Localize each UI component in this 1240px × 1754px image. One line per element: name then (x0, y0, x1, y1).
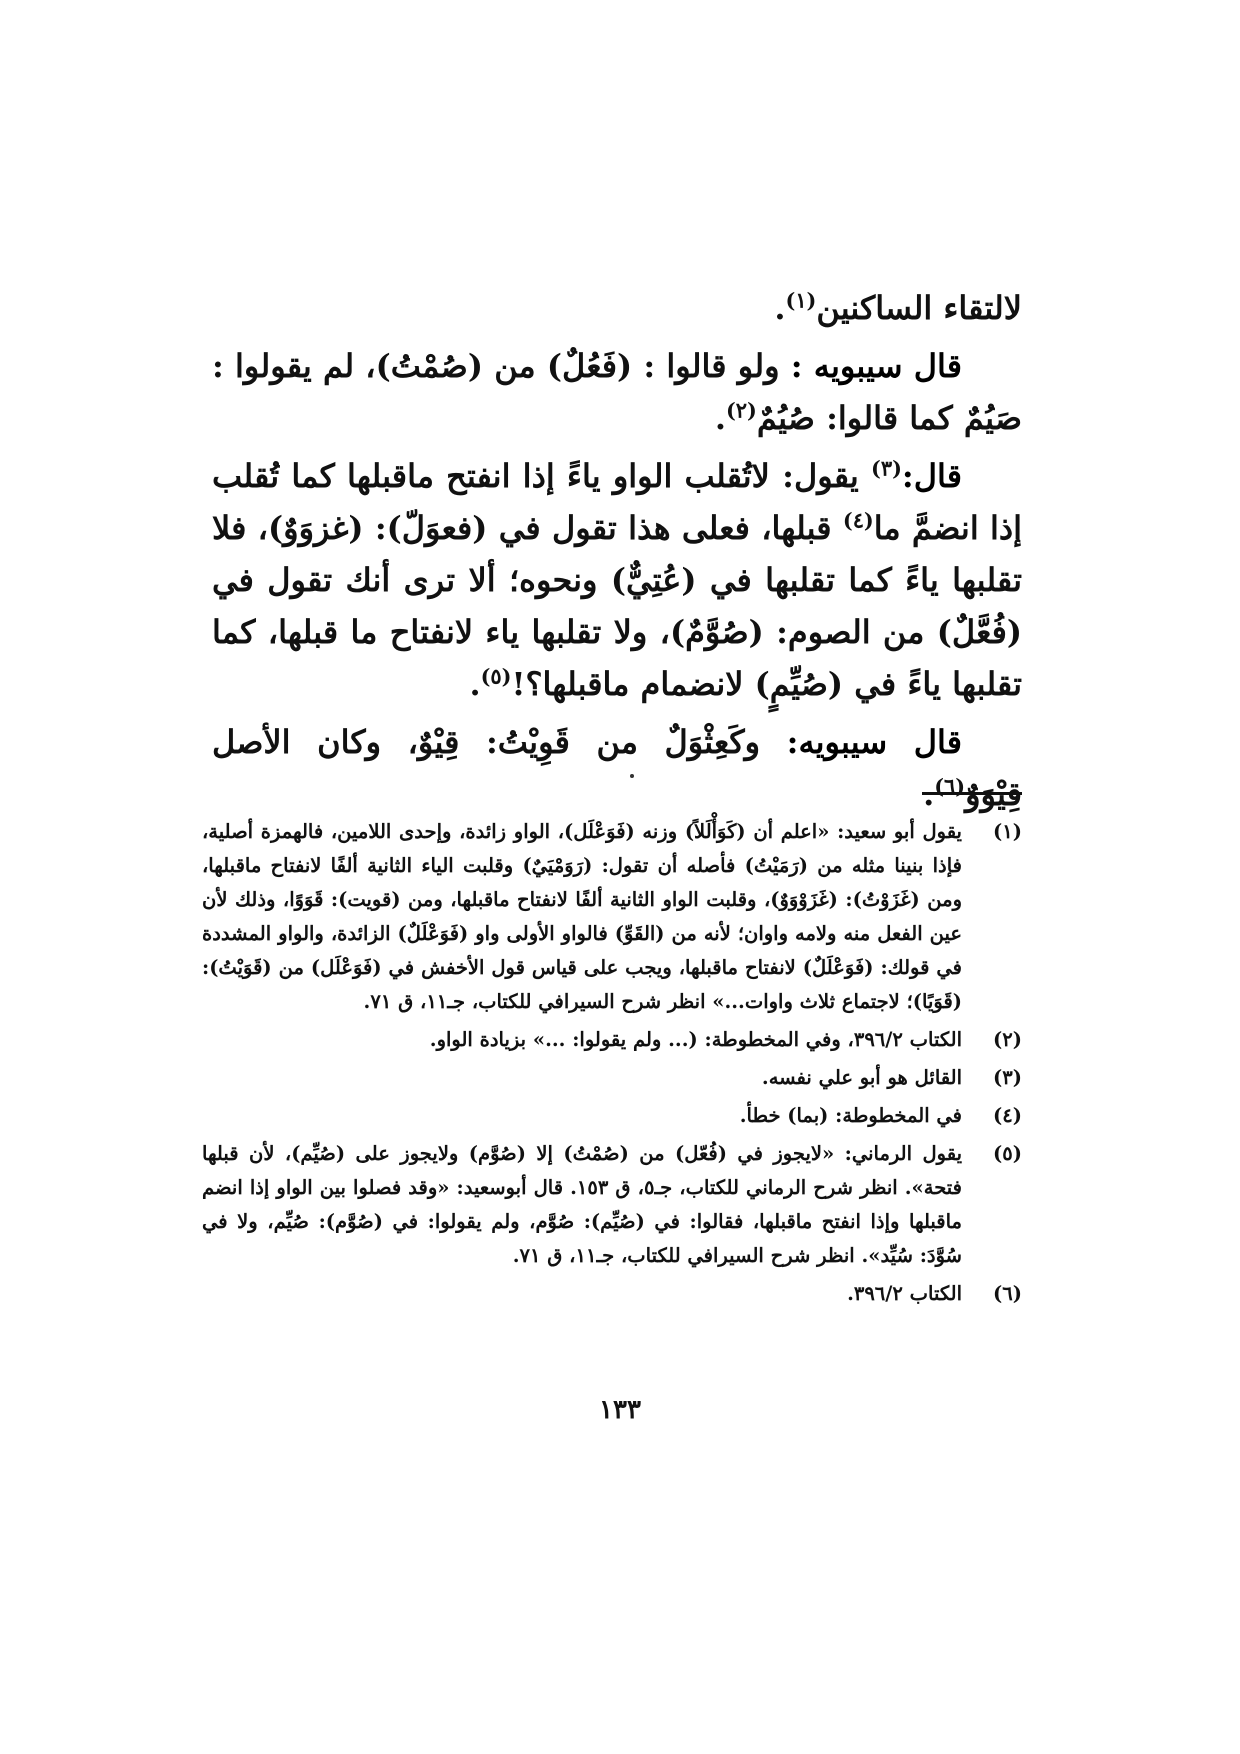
main-text (212, 282, 1022, 826)
footnote-ref-1: (١) (785, 287, 817, 313)
paragraph-3: قال:$^{(٣)}$ يقول: لاتُقلب الواو ياءً إذا انفتح ماقبلها كما تُقلب إذا انضمَّ ما$^{(٤)}$ قبلها، فعلى هذا تقول في (فعوَلّ): (غزوَوٌ)، فلا تقلبها ياءً كما تقلبها في (عُتِيٌّ) ونحوه؛ ألا ترى أنك تقول في (فُعَّلٌ) من الصوم: (صُوَّمٌ)، ولا تقلبها ياء لانفتاح ما قبلها، كما تقلبها ياءً في (صُيِّمٍ) لانضمام ماقبلها؟!$^{(٥)}$. (212, 455, 1023, 703)
footnote-number: (١) (993, 820, 1022, 843)
footnote-separator (922, 792, 1022, 795)
footnote-text: يقول أبو سعيد: «اعلم أن (كَوَأْلَلاً) وزنه (فَوَعْلَل)، الواو زائدة، وإحدى اللامين، فالهمزة أصلية، فإذا بنينا مثله من (رَمَيْتُ) فأصله أن تقول: (رَوَمْيَيٌ) وقلبت الياء الثانية ألفًا لانفتاح ماقبلها، ومن (غَزَوْتُ): (غَزَوْوَوٌ)، وقلبت الواو الثانية ألفًا لانفتاح ماقبلها، ومن (قويت): قَوَوًا، وذلك لأن عين الفعل منه ولامه واوان؛ لأنه من (القَوِّ) فالواو الأولى واو (فَوَعْلَلٌ) الزائدة، والواو المشددة في قولك: (فَوَعْلَلٌ) لانفتاح ماقبلها، ويجب على قياس قول الأخفش في (فَوَعْلَل) من (قَوَيْتُ): (قَوَيًا)؛ لاجتماع ثلاث واوات...» انظر شرح السيرافي للكتاب، جـ١١، ق ٧١. (202, 820, 962, 1013)
footnote-ref-4: (٤) (842, 507, 874, 533)
footnote-ref-5: (٥) (480, 663, 512, 689)
footnote-number: (٢) (993, 1028, 1022, 1051)
footnote-ref-2: (٢) (725, 397, 757, 423)
footnote-item (202, 1023, 1022, 1057)
speaker-label: قال سيبويه : (790, 347, 963, 385)
paragraph-4: قال سيبويه: وكَعِثْوَلٌ من قَوِيْتُ: قِيْوٌ، وكان الأصل قِيْوَوٌ$^{(٦)}$. (212, 723, 1022, 813)
footnote-item (202, 1277, 1022, 1311)
footnote-item (202, 1099, 1022, 1133)
footnote-text: يقول الرماني: «لايجوز في (فُعّل) من (صُمْتُ) إلا (صُوَّم) ولايجوز على (صُيِّم)، لأن قبلها فتحة». انظر شرح الرماني للكتاب، جـ٥، ق ١٥٣. قال أبوسعيد: «وقد فصلوا بين الواو إذا انضم ماقبلها وإذا انفتح ماقبلها، فقالوا: في (صُيِّم): صُوَّم، ولم يقولوا: في (صُوَّم): صُيِّم، ولا في سُوَّدَ: سُيِّد». انظر شرح السيرافي للكتاب، جـ١١، ق ٧١. (202, 1142, 962, 1267)
footnotes (202, 815, 1022, 1315)
footnote-item (202, 1061, 1022, 1095)
page-number: ١٣٣ (599, 1395, 641, 1425)
footnote-text: في المخطوطة: (بما) خطأ. (739, 1104, 962, 1127)
footnote-text: الكتاب ٣٩٦/٢، وفي المخطوطة: (... ولم يقولوا: ...» بزيادة الواو. (429, 1028, 962, 1051)
paragraph-1: لالتقاء الساكنين$^{(١)}$. (774, 287, 1022, 327)
footnote-number: (٥) (993, 1142, 1022, 1165)
footnote-number: (٦) (993, 1282, 1022, 1305)
footnote-item (202, 815, 1022, 1019)
speaker-label: قال: (901, 457, 963, 495)
footnote-item (202, 1137, 1022, 1273)
paragraph-2: قال سيبويه : ولو قالوا : (فَعُلٌ) من (صُمْتُ)، لم يقولوا : صَيُمٌ كما قالوا: صُيُمٌ$^{(٢)}$. (212, 347, 1022, 437)
footnote-number: (٤) (993, 1104, 1022, 1127)
footnote-text: الكتاب ٣٩٦/٢. (847, 1282, 962, 1305)
footnote-ref-6: (٦) (934, 773, 966, 799)
footnote-text: القائل هو أبو علي نفسه. (761, 1066, 962, 1089)
stray-dot (630, 774, 634, 778)
footnote-ref-3: (٣) (871, 455, 902, 481)
speaker-label: قال سيبويه: (786, 723, 963, 761)
footnote-number: (٣) (993, 1066, 1022, 1089)
